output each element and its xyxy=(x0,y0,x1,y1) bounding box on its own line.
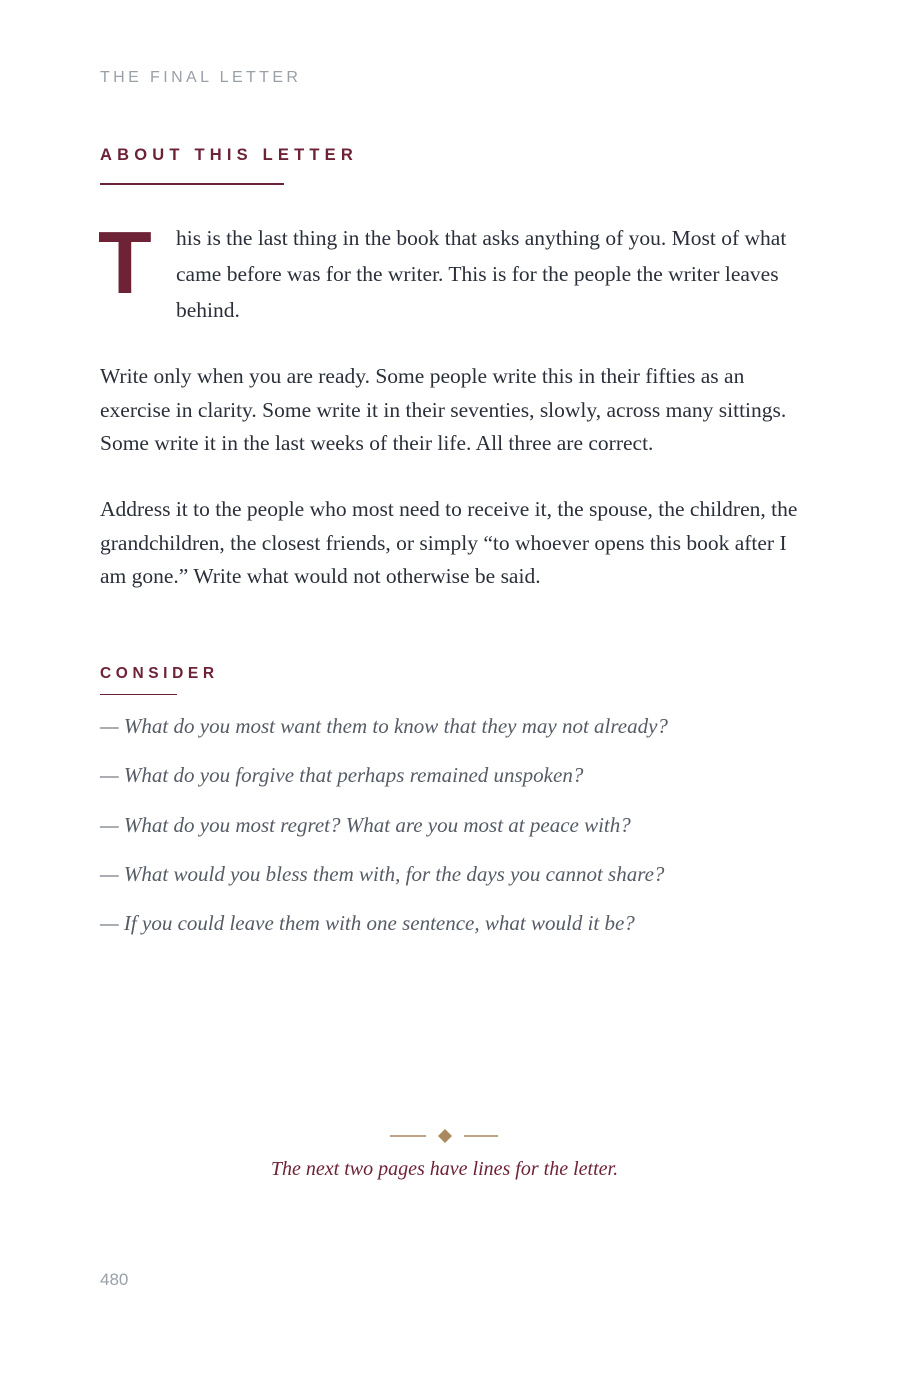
prompt-item: — What do you most want them to know that they may not already? xyxy=(100,714,668,738)
consider-heading: CONSIDER xyxy=(100,665,219,682)
readiness-paragraph: Write only when you are ready. Some people write this in their fifties as an exercise in clarity. Some write it in their seventies, slowly, across many sittings. Some write it in the last weeks of their life. All three are correct. xyxy=(100,364,787,455)
drop-cap: T xyxy=(98,213,152,312)
closing-note: The next two pages have lines for the letter. xyxy=(270,1158,619,1180)
running-head: THE FINAL LETTER xyxy=(100,69,302,86)
address-paragraph: Address it to the people who most need to receive it, the spouse, the children, the grandchildren, the closest friends, or simply “to whoever opens this book after I am gone.” Write what would not otherwise be said. xyxy=(100,497,798,588)
intro-paragraph: his is the last thing in the book that asks anything of you. Most of what came before was for the writer. This is for the people the writer leaves behind. xyxy=(176,226,787,322)
prompt-item: — What do you forgive that perhaps remained unspoken? xyxy=(100,763,584,788)
page-number: 480 xyxy=(100,1270,129,1289)
about-heading: ABOUT THIS LETTER xyxy=(100,146,358,164)
diamond-divider-icon xyxy=(390,1126,500,1146)
prompt-item: — If you could leave them with one sentence, what would it be? xyxy=(100,911,635,936)
prompt-item: — What do you most regret? What are you most at peace with? xyxy=(100,812,631,837)
consider-heading-rule xyxy=(100,694,177,695)
prompt-item: — What would you bless them with, for the days you cannot share? xyxy=(100,861,665,886)
consider-prompts-list xyxy=(100,708,820,954)
about-heading-rule xyxy=(100,183,284,185)
